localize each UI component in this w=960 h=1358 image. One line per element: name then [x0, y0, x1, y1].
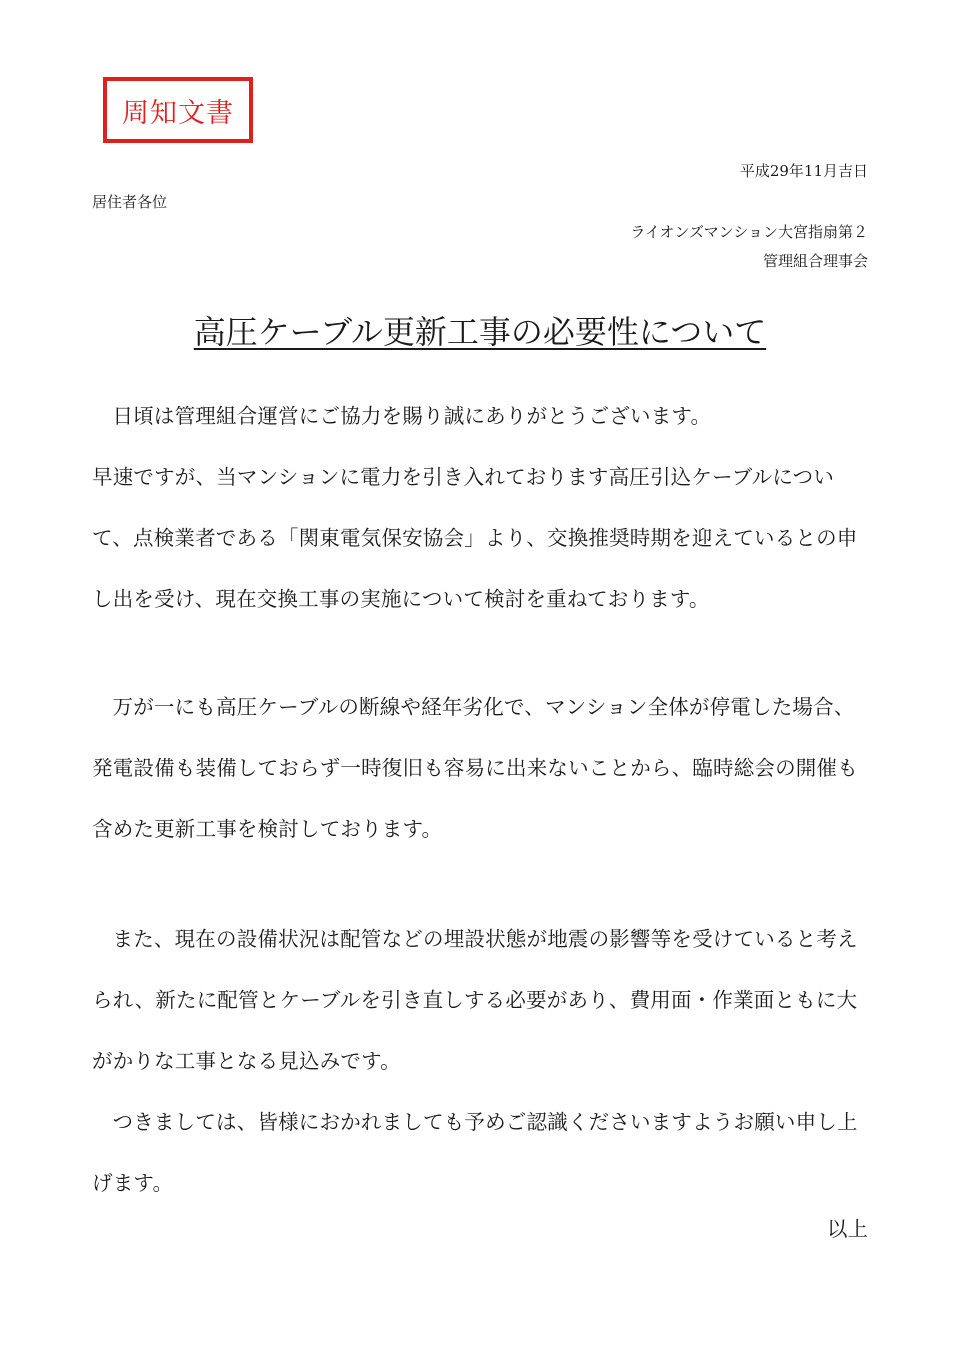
paragraph-construction: また、現在の設備状況は配管などの埋設状態が地震の影響等を受けていると考えられ、新たに配管とケーブルを引き直しする必要があり、費用面・作業面ともに大がかりな工事となる見込みです。	[92, 927, 858, 1073]
paragraph-request: つきましては、皆様におかれましても予めご認識くださいますようお願い申し上げます。	[92, 1110, 858, 1195]
paragraph-outage-risk: 万が一にも高圧ケーブルの断線や経年劣化で、マンション全体が停電した場合、発電設備も装備しておらず一時復旧も容易に出来ないことから、臨時総会の開催も含めた更新工事を検討しております。	[92, 695, 858, 841]
notice-stamp	[103, 77, 253, 143]
title-text: 高圧ケーブル更新工事の必要性について	[193, 313, 767, 351]
sender-block	[630, 218, 868, 276]
body-section-1	[92, 386, 868, 630]
stamp-label: 周知文書	[122, 97, 234, 129]
recipient: 居住者各位	[92, 193, 168, 211]
body-section-2	[92, 677, 868, 860]
sender-building: ライオンズマンション大宮指扇第２	[630, 223, 868, 241]
paragraph-inspection: 早速ですが、当マンションに電力を引き入れております高圧引込ケーブルについて、点検業者である「関東電気保安協会」より、交換推奨時期を迎えているとの申し出を受け、現在交換工事の実施について検討を重ねております。	[92, 465, 858, 611]
document-date: 平成29年11月吉日	[739, 162, 868, 180]
sender-organization: 管理組合理事会	[762, 252, 868, 270]
document-title	[0, 310, 960, 354]
body-section-3	[92, 909, 868, 1214]
paragraph-greeting: 日頃は管理組合運営にご協力を賜り誠にありがとうございます。	[112, 404, 712, 428]
closing-mark: 以上	[827, 1217, 868, 1241]
